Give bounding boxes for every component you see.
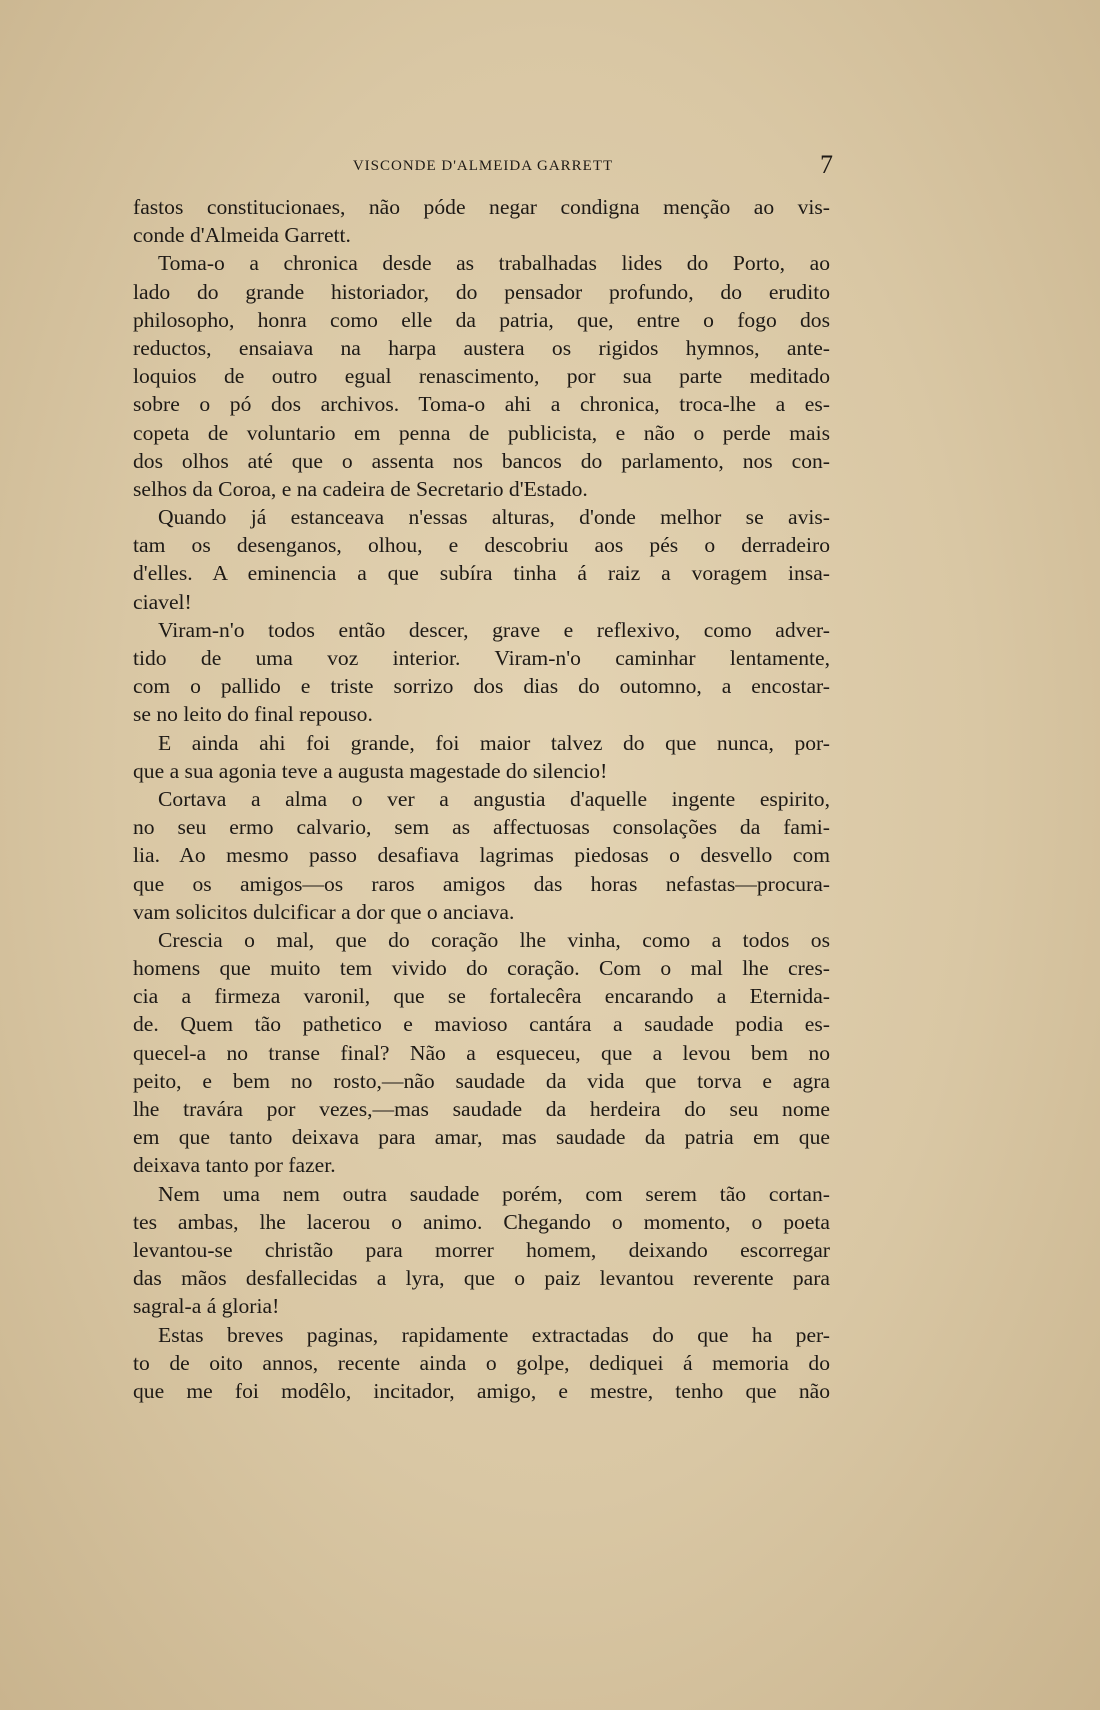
text-line: Viram-n'o todos então descer, grave e reflexivo, como adver- <box>158 617 830 642</box>
text-line: reductos, ensaiava na harpa austera os rigidos hymnos, ante- <box>133 335 830 360</box>
text-line: Estas breves paginas, rapidamente extractadas do que ha per- <box>158 1322 830 1347</box>
text-line: Cortava a alma o ver a angustia d'aquelle ingente espirito, <box>158 786 830 811</box>
text-line: se no leito do final repouso. <box>133 702 373 727</box>
text-line: com o pallido e triste sorrizo dos dias do outomno, a encostar- <box>133 674 830 699</box>
text-line: levantou-se christão para morrer homem, deixando escorregar <box>133 1237 830 1262</box>
text-line: Quando já estanceava n'essas alturas, d'onde melhor se avis- <box>158 505 830 530</box>
body-text <box>133 193 830 1405</box>
text-line: loquios de outro egual renascimento, por sua parte meditado <box>133 364 830 389</box>
text-line: que os amigos—os raros amigos das horas nefastas—procura- <box>133 871 830 896</box>
text-line: tes ambas, lhe lacerou o animo. Chegando o momento, o poeta <box>133 1209 830 1234</box>
text-line: Crescia o mal, que do coração lhe vinha, como a todos os <box>158 927 830 952</box>
text-line: que me foi modêlo, incitador, amigo, e mestre, tenho que não <box>133 1378 830 1403</box>
text-line: conde d'Almeida Garrett. <box>133 223 351 248</box>
text-line: sobre o pó dos archivos. Toma-o ahi a chronica, troca-lhe a es- <box>133 392 830 417</box>
text-line: cia a firmeza varonil, que se fortalecêra encarando a Eternida- <box>133 984 830 1009</box>
text-line: no seu ermo calvario, sem as affectuosas consolações da fami- <box>133 815 830 840</box>
text-line: E ainda ahi foi grande, foi maior talvez do que nunca, por- <box>158 730 830 755</box>
text-line: homens que muito tem vivido do coração. Com o mal lhe cres- <box>133 956 830 981</box>
text-line: tam os desenganos, olhou, e descobriu aos pés o derradeiro <box>133 533 830 558</box>
text-line: Toma-o a chronica desde as trabalhadas lides do Porto, ao <box>158 251 830 276</box>
text-line: sagral-a á gloria! <box>133 1294 280 1319</box>
text-line: tido de uma voz interior. Viram-n'o caminhar lentamente, <box>133 646 830 670</box>
text-line: lia. Ao mesmo passo desafiava lagrimas piedosas o desvello com <box>133 843 830 868</box>
text-line: lhe travára por vezes,—mas saudade da herdeira do seu nome <box>133 1097 830 1121</box>
running-title: VISCONDE D'ALMEIDA GARRETT <box>352 158 614 174</box>
text-line: Nem uma nem outra saudade porém, com serem tão cortan- <box>158 1181 830 1206</box>
text-line: dos olhos até que o assenta nos bancos do parlamento, nos con- <box>133 448 830 473</box>
text-line: philosopho, honra como elle da patria, que, entre o fogo dos <box>133 307 830 332</box>
page-number: 7 <box>820 150 833 179</box>
text-line: quecel-a no transe final? Não a esqueceu, que a levou bem no <box>133 1040 830 1065</box>
text-line: lado do grande historiador, do pensador profundo, do erudito <box>133 279 830 304</box>
text-line: d'elles. A eminencia a que subíra tinha á raiz a voragem insa- <box>133 561 830 586</box>
text-line: to de oito annos, recente ainda o golpe, dediquei á memoria do <box>133 1350 830 1375</box>
text-line: em que tanto deixava para amar, mas saudade da patria em que <box>133 1125 830 1150</box>
text-line: selhos da Corоa, e na cadeira de Secretario d'Estado. <box>133 476 588 501</box>
text-line: fastos constitucionaes, não póde negar condigna menção ao vis- <box>133 195 830 219</box>
page-header <box>133 150 833 184</box>
text-line: vam solicitos dulcificar a dor que o anciava. <box>133 899 515 924</box>
text-line: de. Quem tão pathetico e mavioso cantára a saudade podia es- <box>133 1012 830 1037</box>
text-line: que a sua agonia teve a augusta magestade do silencio! <box>133 758 608 783</box>
text-line: deixava tanto por fazer. <box>133 1153 336 1178</box>
text-line: copeta de voluntario em penna de publicista, e não o perde mais <box>133 420 830 445</box>
text-line: das mãos desfallecidas a lyra, que o paiz levantou reverente para <box>133 1266 830 1291</box>
text-line: peito, e bem no rosto,—não saudade da vida que torva e agra <box>133 1068 830 1093</box>
text-line: ciavel! <box>133 589 192 614</box>
